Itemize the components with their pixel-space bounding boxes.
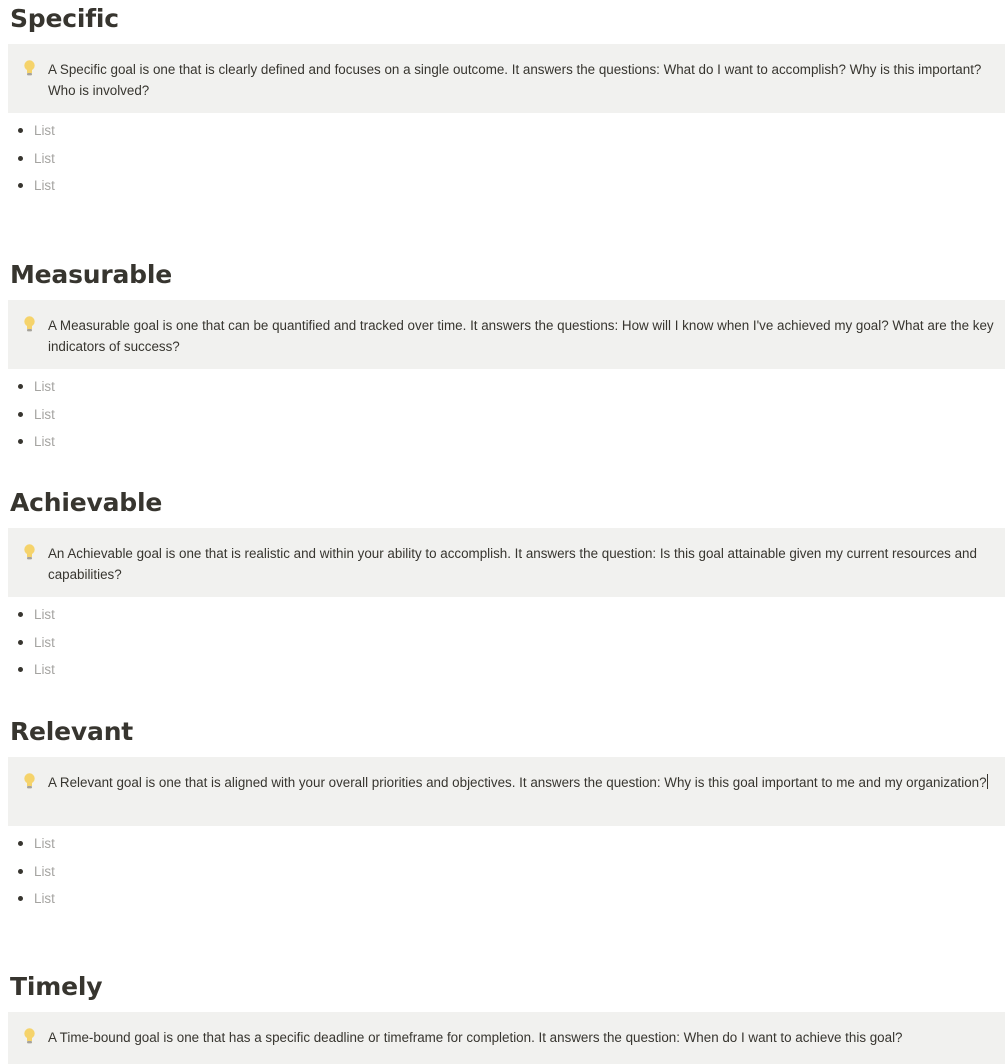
heading-achievable[interactable]: Achievable — [10, 488, 163, 517]
bullet-dot — [18, 128, 23, 133]
callout-text-content: A Relevant goal is one that is aligned with your overall priorities and objectives. It answers the question: Why is this goal important to me and my organization? — [48, 775, 987, 790]
list-item[interactable] — [0, 660, 300, 688]
list-placeholder: List — [34, 434, 55, 450]
list-placeholder: List — [34, 379, 55, 394]
list-placeholder: List — [34, 607, 55, 622]
bullet-dot — [18, 612, 23, 617]
callout-text[interactable]: An Achievable goal is one that is realistic and within your ability to accomplish. It answers the question: Is this goal attainable given my current resources and capabilities? — [48, 546, 977, 582]
bullet-dot — [18, 869, 23, 874]
callout-relevant[interactable] — [8, 757, 1005, 826]
list-item[interactable] — [0, 176, 300, 204]
list-placeholder: List — [34, 123, 55, 138]
lightbulb-icon — [23, 543, 36, 561]
list-placeholder: List — [34, 863, 55, 879]
bullet-dot — [18, 183, 23, 188]
list-item[interactable] — [0, 834, 300, 862]
bullet-dot — [18, 841, 23, 846]
bullet-list — [0, 605, 300, 688]
callout-text[interactable] — [48, 772, 1001, 793]
bullet-list — [0, 377, 300, 460]
bullet-dot — [18, 640, 23, 645]
callout-text[interactable]: A Time-bound goal is one that has a specific deadline or timeframe for completion. It answers the question: When do I want to achieve this goal? — [48, 1030, 903, 1045]
list-item[interactable] — [0, 889, 300, 917]
list-item[interactable] — [0, 862, 300, 890]
lightbulb-icon — [23, 59, 36, 77]
bullet-dot — [18, 384, 23, 389]
callout-text[interactable]: A Measurable goal is one that can be quantified and tracked over time. It answers the questions: How will I know when I've achieved my goal? What are the key indicators of success? — [48, 318, 994, 354]
bullet-dot — [18, 412, 23, 417]
list-item[interactable] — [0, 405, 300, 433]
list-item[interactable] — [0, 377, 300, 405]
heading-specific[interactable]: Specific — [10, 4, 119, 33]
list-placeholder: List — [34, 634, 55, 650]
callout-text[interactable]: A Specific goal is one that is clearly defined and focuses on a single outcome. It answers the questions: What do I want to accomplish? Why is this important? Who is involved? — [48, 62, 982, 98]
list-item[interactable] — [0, 149, 300, 177]
lightbulb-icon — [23, 772, 36, 790]
callout-measurable[interactable] — [8, 300, 1005, 369]
text-cursor — [987, 774, 988, 789]
list-placeholder: List — [34, 150, 55, 166]
callout-specific[interactable] — [8, 44, 1005, 113]
list-item[interactable] — [0, 605, 300, 633]
bullet-dot — [18, 896, 23, 901]
list-placeholder: List — [34, 406, 55, 422]
callout-timely[interactable] — [8, 1012, 1005, 1064]
list-placeholder: List — [34, 178, 55, 194]
list-item[interactable] — [0, 432, 300, 460]
list-placeholder: List — [34, 662, 55, 678]
callout-achievable[interactable] — [8, 528, 1005, 597]
list-item[interactable] — [0, 633, 300, 661]
bullet-dot — [18, 667, 23, 672]
list-item[interactable] — [0, 121, 300, 149]
lightbulb-icon — [23, 315, 36, 333]
heading-measurable[interactable]: Measurable — [10, 260, 173, 289]
heading-timely[interactable]: Timely — [10, 972, 103, 1001]
bullet-dot — [18, 439, 23, 444]
bullet-list — [0, 121, 300, 204]
bullet-dot — [18, 156, 23, 161]
bullet-list — [0, 834, 300, 917]
list-placeholder: List — [34, 891, 55, 907]
list-placeholder: List — [34, 836, 55, 851]
lightbulb-icon — [23, 1027, 36, 1045]
heading-relevant[interactable]: Relevant — [10, 717, 134, 746]
